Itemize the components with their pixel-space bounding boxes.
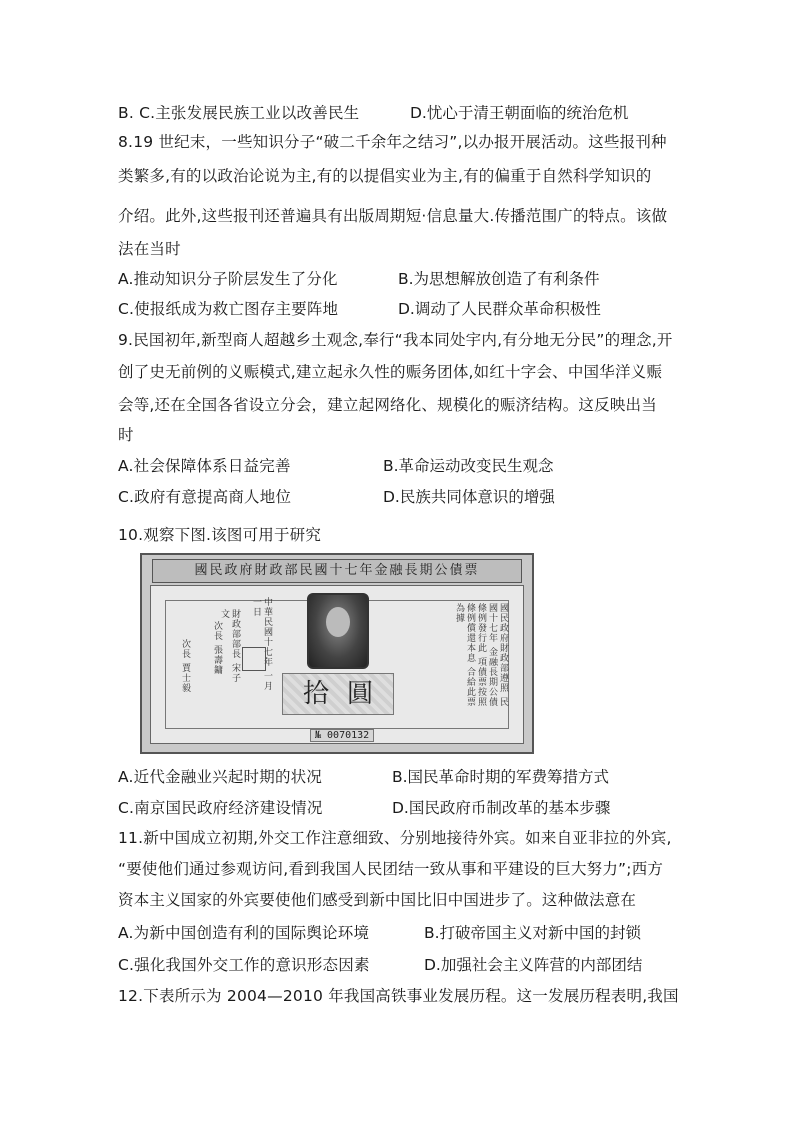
q8-stem-line: 类繁多,有的以政治论说为主,有的以提倡实业为主,有的偏重于自然科学知识的 [118, 167, 652, 185]
q9-stem-line: 时 [118, 426, 134, 444]
q8-option-a: A.推动知识分子阶层发生了分化 [118, 270, 338, 288]
q10-option-d: D.国民政府币制改革的基本步骤 [392, 799, 611, 817]
q9-stem-line: 创了史无前例的义赈模式,建立起永久性的赈务团体,如红十字会、中国华洋义赈 [118, 363, 663, 381]
bond-serial-number: № 0070132 [310, 729, 374, 742]
q8-option-b: B.为思想解放创造了有利条件 [398, 270, 600, 288]
bond-vice-minister-text-2: 次長 賈士毅 [180, 639, 190, 693]
q9-stem-line: 9.民国初年,新型商人超越乡土观念,奉行“我本同处宇内,有分地无分民”的理念,开 [118, 331, 673, 349]
q9-option-a: A.社会保障体系日益完善 [118, 457, 291, 475]
portrait-face [326, 607, 350, 637]
q11-option-d: D.加强社会主义阵营的内部团结 [424, 956, 643, 974]
bond-certificate-image [140, 553, 534, 754]
q7-option-c: B. C.主张发展民族工业以改善民生 [118, 104, 360, 122]
q10-option-b: B.国民革命时期的军费筹措方式 [392, 768, 610, 786]
bond-title: 國民政府財政部民國十七年金融長期公債票 [152, 559, 522, 583]
bond-vice-minister-text: 次長 張壽鏞 [212, 621, 222, 675]
q11-stem-line: 资本主义国家的外宾要使他们感受到新中国比旧中国进步了。这种做法意在 [118, 891, 637, 909]
q8-option-c: C.使报纸成为救亡图存主要阵地 [118, 300, 339, 318]
q9-stem-line: 会等,还在全国各省设立分会，建立起网络化、规模化的赈济结构。这反映出当 [118, 396, 657, 414]
q12-stem: 12.下表所示为 2004—2010 年我国高铁事业发展历程。这一发展历程表明,我国 [118, 987, 679, 1005]
q10-option-c: C.南京国民政府经济建设情况 [118, 799, 323, 817]
q11-stem-line: 11.新中国成立初期,外交工作注意细致、分别地接待外宾。如来自亚非拉的外宾, [118, 829, 672, 847]
q9-option-c: C.政府有意提高商人地位 [118, 488, 292, 506]
q11-option-c: C.强化我国外交工作的意识形态因素 [118, 956, 370, 974]
bond-minister-text: 財政部部長 宋子文 [219, 609, 240, 683]
q11-stem-line: “要使他们通过参观访问,看到我国人民团结一致从事和平建设的巨大努力”;西方 [118, 860, 664, 878]
q10-stem: 10.观察下图.该图可用于研究 [118, 526, 322, 544]
q8-stem-line: 8.19 世纪末，一些知识分子“破二千余年之结习”,以办报开展活动。这些报刊种 [118, 133, 667, 151]
q11-option-a: A.为新中国创造有利的国际舆论环境 [118, 924, 370, 942]
q7-option-d: D.忧心于清王朝面临的统治危机 [410, 104, 629, 122]
bond-amount: 拾圓 [282, 673, 394, 715]
q8-stem-line: 介绍。此外,这些报刊还普遍具有出版周期短·信息量大.传播范围广的特点。该做 [118, 207, 668, 225]
bond-date-text: 中華民國十七年 一月一日 [251, 597, 272, 691]
seal-stamp [242, 647, 266, 671]
q10-option-a: A.近代金融业兴起时期的状况 [118, 768, 323, 786]
q8-stem-line: 法在当时 [118, 240, 181, 258]
q8-option-d: D.调动了人民群众革命积极性 [398, 300, 601, 318]
q11-option-b: B.打破帝国主义对新中国的封锁 [424, 924, 642, 942]
portrait-image [307, 593, 369, 669]
q9-option-d: D.民族共同体意识的增强 [383, 488, 555, 506]
bond-issuer-text: 國民政府財政部遵照 民國十七年 金融長期公債條例發行此 項債票按照條例償還本息 合給此票為據 [454, 603, 508, 707]
q9-option-b: B.革命运动改变民生观念 [383, 457, 554, 475]
